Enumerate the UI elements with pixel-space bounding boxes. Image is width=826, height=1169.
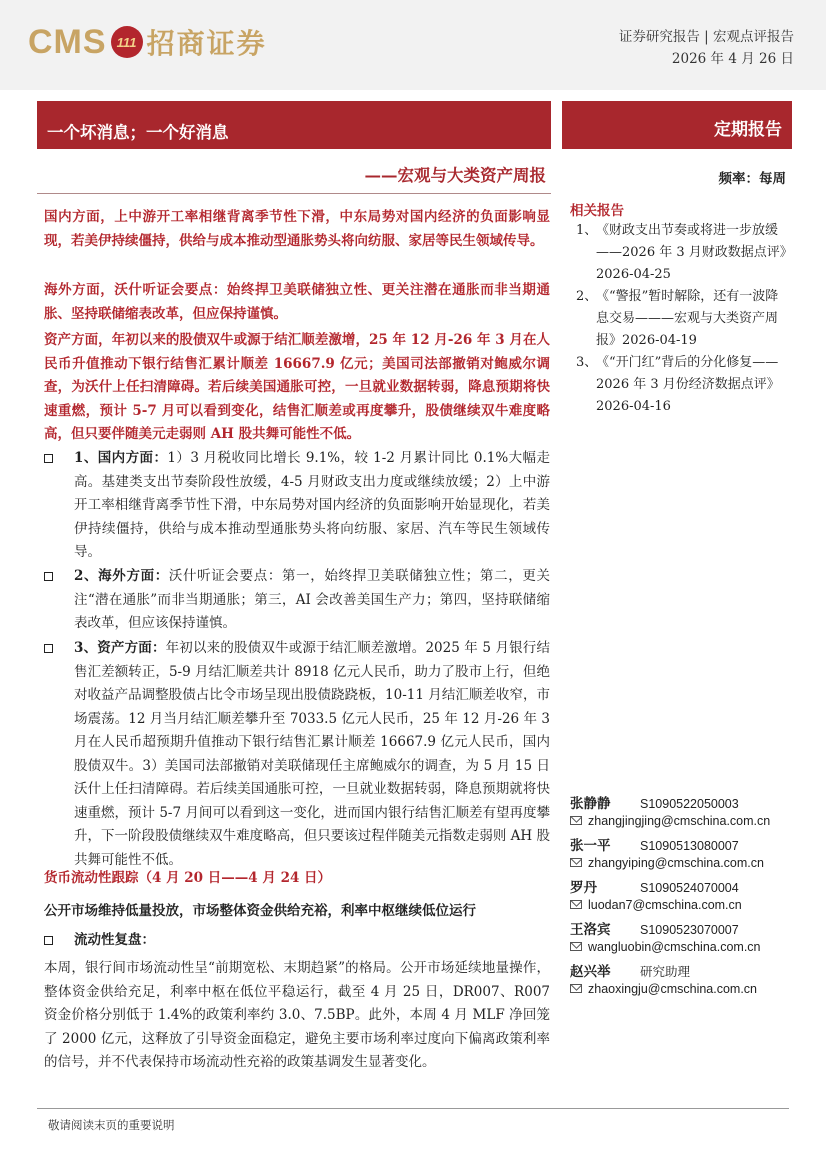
analyst-code: S1090523070007 [640,923,739,937]
report-frequency: 频率：每周 [718,171,786,187]
analyst-code: S1090522050003 [640,797,739,811]
bullet-body: 沃什听证会要点：第一，始终捍卫美联储独立性；第二，更关注“潜在通胀”而非当期通胀；第三，AI 会改善美国生产力；第四，坚持联储缩表改革，但应该保持谨慎。 [74,568,550,631]
liquidity-body: 本周，银行间市场流动性呈“前期宽松、末期趋紧”的格局。公开市场延续地量操作，整体资金供给充足，利率中枢在低位平稳运行，截至 4 月 25 日，DR007、R007 资金价格分别低于 1.4%的政策利率约 3.0、7.5BP。此外，本周 4 月 MLF 净回笼了 2000 亿元，这释放了引导资金面稳定，避免主要市场利率过度向下偏离政策利率的信号，并不代表保持市场流动性充裕的政策基调发生显著变化。 [44,960,550,1070]
liquidity-section-title: 货币流动性跟踪（4 月 20 日——4 月 24 日） [44,870,332,886]
related-report-item[interactable]: 2、 《“警报”暂时解除，还有一波降息交易———宏观与大类资产周报》2026-04-19 [576,286,788,352]
report-type: 定期报告 [562,101,792,149]
analyst-code: S1090524070004 [640,881,739,895]
analyst-email[interactable]: luodan7@cmschina.com.cn [588,897,742,912]
bullet-assets [44,637,550,872]
checkbox-square-icon [44,572,53,581]
mail-icon [570,984,582,993]
related-reports-list [576,220,788,418]
logo-mark-icon: 111 [111,26,143,58]
checkbox-square-icon [44,936,53,945]
checkbox-square-icon [44,454,53,463]
mail-icon [570,900,582,909]
summary-paragraph: 国内方面，上中游开工率相继背离季节性下滑，中东局势对国内经济的负面影响显现，若美伊持续僵持，供给与成本推动型通胀势头将向纺服、家居等民生领域传导。 [44,209,550,249]
analyst-email[interactable]: zhaoxingju@cmschina.com.cn [588,981,758,996]
analyst-entry [570,792,790,830]
footer-note: 敬请阅读末页的重要说明 [48,1118,175,1132]
title-divider [37,193,551,194]
analyst-name: 罗丹 [570,880,597,896]
analyst-entry [570,918,790,956]
summary-paragraph: 资产方面，年初以来的股债双牛或源于结汇顺差激增，25 年 12 月-26 年 3 月在人民币升值推动下银行结售汇累计顺差 16667.9 亿元；美国司法部撤销对鲍威尔调查，为沃什上任扫清障碍。若后续美国通胀可控，一旦就业数据转弱，降息预期将快速重燃，预计 5-7 月可以看到变化，结售汇顺差或再度攀升，股债继续双牛难度略高，但只要伴随美元走弱则 AH 股共舞可能性不低。 [44,332,550,442]
analyst-name: 张静静 [570,796,611,812]
liquidity-subhead [44,929,550,953]
report-subtitle: ——宏观与大类资产周报 [364,166,546,185]
analyst-list [570,792,790,1002]
analyst-email[interactable]: zhangjingjing@cmschina.com.cn [588,813,771,828]
report-title: 一个坏消息；一个好消息 [37,101,551,149]
bullet-overseas [44,565,550,636]
footer-divider [37,1108,789,1109]
related-report-item[interactable]: 3、 《“开门红”背后的分化修复——2026 年 3 月份经济数据点评》2026-04-16 [576,352,788,418]
bullet-body: 年初以来的股债双牛或源于结汇顺差激增。2025 年 5 月银行结售汇差额转正，5-9 月结汇顺差共计 8918 亿元人民币，助力了股市上行，但绝对收益产品调整股债占比令市场呈现出股债跷跷板，10-11 月结汇顺差收窄，市场震荡。12 月当月结汇顺差攀升至 7033.5 亿元人民币，25 年 12 月-26 年 3 月在人民币超预期升值推动下银行结售汇累计顺差 16667.9 亿元人民币，国内股债双牛。3）美国司法部撤销对美联储现任主席鲍威尔的调查，为 5 月 15 日沃什上任扫清障碍。若后续美国通胀可控，一旦就业数据转弱，降息预期就将快速重燃，预计 5-7 月间可以看到这一变化，进而国内银行结售汇顺差有望再度攀升，下一阶段股债继续双牛难度略高，但只要该过程伴随美元指数走弱则 AH 股共舞可能性不低。 [74,640,550,868]
related-report-link[interactable]: 《“开门红”背后的分化修复——2026 年 3 月份经济数据点评》2026-04-16 [596,355,780,414]
checkbox-square-icon [44,644,53,653]
related-report-link[interactable]: 《财政支出节奏或将进一步放缓——2026 年 3 月财政数据点评》2026-04-25 [596,223,787,282]
analyst-email[interactable]: wangluobin@cmschina.com.cn [588,939,761,954]
mail-icon [570,816,582,825]
analyst-name: 赵兴举 [570,964,611,980]
logo-chinese-name: 招商证券 [146,27,267,60]
analyst-email[interactable]: zhangyiping@cmschina.com.cn [588,855,764,870]
analyst-role: 研究助理 [640,964,691,979]
mail-icon [570,942,582,951]
bullet-domestic [44,447,550,565]
summary-paragraph: 海外方面，沃什听证会要点：始终捍卫美联储独立性、更关注潜在通胀而非当期通胀、坚持联储缩表改革，但应保持谨慎。 [44,282,550,322]
bullet-head: 2、海外方面： [74,568,169,584]
bullet-body: 1）3 月税收同比增长 9.1%，较 1-2 月累计同比 0.1%大幅走高。基建类支出节奏阶段性放缓，4-5 月财政支出力度或继续放缓；2）上中游开工率相继背离季节性下滑，中东局势对国内经济的负面影响开始显现化，若美伊持续僵持，供给与成本推动型通胀势头将向纺服、家居、汽车等民生领域传导。 [74,450,550,560]
analyst-entry [570,834,790,872]
report-date: 2026 年 4 月 26 日 [671,51,794,67]
header-meta [619,26,794,70]
report-category: 证券研究报告 | 宏观点评报告 [618,29,794,45]
mail-icon [570,858,582,867]
analyst-entry [570,876,790,914]
company-logo [28,22,267,62]
subhead-label: 流动性复盘： [74,932,155,948]
related-report-link[interactable]: 《“警报”暂时解除，还有一波降息交易———宏观与大类资产周报》2026-04-19 [596,289,779,348]
related-report-item[interactable]: 1、 《财政支出节奏或将进一步放缓——2026 年 3 月财政数据点评》2026-04-25 [576,220,788,286]
analyst-entry [570,960,790,998]
bullet-head: 3、资产方面： [74,640,166,656]
bullet-head: 1、国内方面： [74,450,168,466]
related-reports-title: 相关报告 [570,203,624,219]
analyst-code: S1090513080007 [640,839,739,853]
analyst-name: 张一平 [570,838,611,854]
analyst-name: 王洛宾 [570,922,611,938]
liquidity-headline: 公开市场维持低量投放，市场整体资金供给充裕，利率中枢继续低位运行 [44,903,476,919]
logo-text: CMS [28,22,107,61]
